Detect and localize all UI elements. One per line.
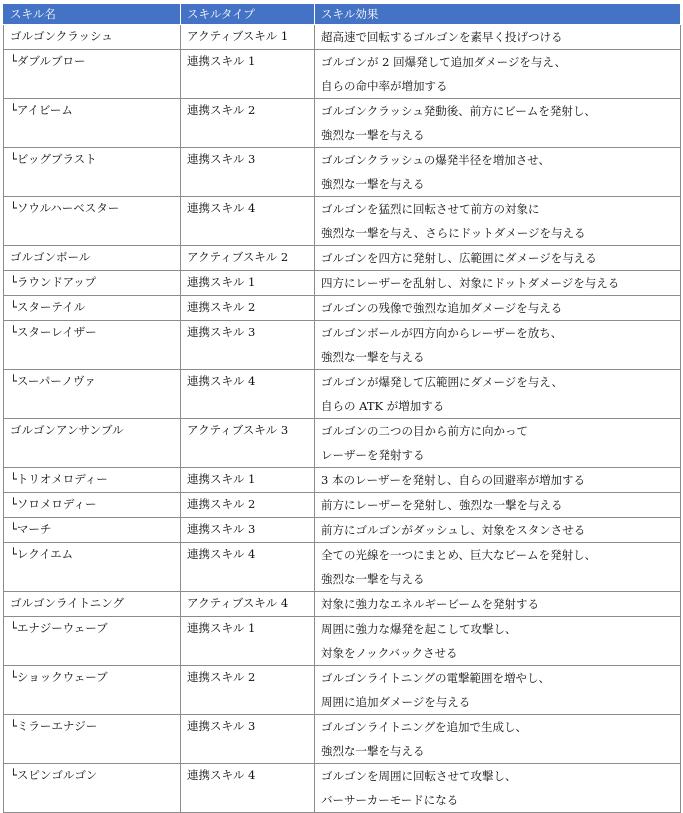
skill-effect-cell	[315, 25, 681, 50]
skill-name-cell: └ミラーエナジー	[4, 715, 181, 764]
skill-effect-line: 周囲に追加ダメージを与える	[321, 695, 471, 709]
table-row	[4, 99, 681, 148]
skill-name-cell: └ソロメロディー	[4, 493, 181, 518]
table-row	[4, 543, 681, 592]
table-body	[4, 25, 681, 813]
skill-effect-cell	[315, 518, 681, 543]
skill-name-cell: └トリオメロディー	[4, 468, 181, 493]
skill-type-cell: 連携スキル 4	[181, 370, 315, 419]
skill-effect-cell	[315, 617, 681, 666]
table-row	[4, 321, 681, 370]
table-row	[4, 493, 681, 518]
table-row	[4, 246, 681, 271]
skill-name-cell: └ソウルハーベスター	[4, 197, 181, 246]
skill-type-cell: 連携スキル 3	[181, 321, 315, 370]
skill-effect-line: ゴルゴンを四方に発射し、広範囲にダメージを与える	[321, 251, 597, 265]
skill-effect-line: ゴルゴンを猛烈に回転させて前方の対象に	[321, 202, 540, 216]
skill-name-cell: ゴルゴンライトニング	[4, 592, 181, 617]
skill-effect-line: 強烈な一撃を与え、さらにドットダメージを与える	[321, 226, 586, 240]
skill-effect-line: 強烈な一撃を与える	[321, 177, 425, 191]
skill-name-cell: └ビッグブラスト	[4, 148, 181, 197]
skill-effect-line: 自らの命中率が増加する	[321, 79, 448, 93]
table-row	[4, 518, 681, 543]
table-row	[4, 271, 681, 296]
table-row	[4, 617, 681, 666]
skill-effect-cell	[315, 666, 681, 715]
skill-effect-line: 対象に強力なエネルギービームを発射する	[321, 597, 540, 611]
header-skill-name: スキル名	[4, 4, 181, 25]
skill-name-cell: └マーチ	[4, 518, 181, 543]
skill-effect-line: 自らの ATK が増加する	[321, 399, 445, 413]
skill-effect-cell	[315, 543, 681, 592]
skill-effect-cell	[315, 296, 681, 321]
skill-effect-line: 強烈な一撃を与える	[321, 128, 425, 142]
table-row	[4, 50, 681, 99]
skill-effect-cell	[315, 50, 681, 99]
table-header	[4, 4, 681, 25]
header-skill-type: スキルタイプ	[181, 4, 315, 25]
table-row	[4, 370, 681, 419]
table-row	[4, 764, 681, 813]
skill-effect-cell	[315, 197, 681, 246]
skill-name-cell: ゴルゴンボール	[4, 246, 181, 271]
skill-effect-cell	[315, 468, 681, 493]
skill-type-cell: 連携スキル 3	[181, 715, 315, 764]
skill-effect-cell	[315, 592, 681, 617]
skill-effect-cell	[315, 493, 681, 518]
skill-name-cell: └エナジーウェーブ	[4, 617, 181, 666]
skill-effect-line: レーザーを発射する	[321, 448, 425, 462]
skill-name-cell: └アイビーム	[4, 99, 181, 148]
table-row	[4, 666, 681, 715]
skill-effect-cell	[315, 148, 681, 197]
table-row	[4, 419, 681, 468]
skill-type-cell: 連携スキル 1	[181, 50, 315, 99]
skill-name-cell: ゴルゴンアンサンブル	[4, 419, 181, 468]
skill-name-cell: └ラウンドアップ	[4, 271, 181, 296]
skill-effect-line: ゴルゴンが爆発して広範囲にダメージを与え、	[321, 375, 563, 389]
table-row	[4, 148, 681, 197]
skill-type-cell: 連携スキル 2	[181, 296, 315, 321]
skill-effect-line: バーサーカーモードになる	[321, 793, 459, 807]
skill-type-cell: 連携スキル 3	[181, 148, 315, 197]
skill-effect-line: 周囲に強力な爆発を起こして攻撃し、	[321, 622, 517, 636]
skill-effect-line: ゴルゴンクラッシュの爆発半径を増加させ、	[321, 153, 550, 167]
skill-effect-line: ゴルゴンが 2 回爆発して追加ダメージを与え、	[321, 55, 567, 69]
skill-effect-line: 全ての光線を一つにまとめ、巨大なビームを発射し、	[321, 548, 597, 562]
skill-effect-line: ゴルゴンボールが四方向からレーザーを放ち、	[321, 326, 563, 340]
skill-type-cell: 連携スキル 4	[181, 764, 315, 813]
skill-type-cell: アクティブスキル 4	[181, 592, 315, 617]
skill-effect-cell	[315, 715, 681, 764]
skill-name-cell: └レクイエム	[4, 543, 181, 592]
skill-effect-line: ゴルゴンライトニングの電撃範囲を増やし、	[321, 671, 550, 685]
skill-effect-line: 強烈な一撃を与える	[321, 572, 425, 586]
skill-effect-line: 対象をノックバックさせる	[321, 646, 458, 660]
skill-type-cell: 連携スキル 2	[181, 666, 315, 715]
skill-type-cell: アクティブスキル 3	[181, 419, 315, 468]
skill-type-cell: 連携スキル 3	[181, 518, 315, 543]
header-skill-effect: スキル効果	[315, 4, 681, 25]
skill-effect-line: 強烈な一撃を与える	[321, 350, 425, 364]
table-row	[4, 592, 681, 617]
skill-effect-line: ゴルゴンクラッシュ発動後、前方にビームを発射し、	[321, 104, 596, 118]
skill-effect-cell	[315, 370, 681, 419]
skill-name-cell: └ダブルブロー	[4, 50, 181, 99]
skill-effect-line: ゴルゴンの二つの目から前方に向かって	[321, 424, 528, 438]
skill-effect-line: ゴルゴンを周囲に回転させて攻撃し、	[321, 769, 517, 783]
table-row	[4, 715, 681, 764]
skill-name-cell: └スピンゴルゴン	[4, 764, 181, 813]
skill-effect-line: 四方にレーザーを乱射し、対象にドットダメージを与える	[321, 276, 620, 290]
skill-effect-line: ゴルゴンライトニングを追加で生成し、	[321, 720, 527, 734]
skill-effect-line: 強烈な一撃を与える	[321, 744, 425, 758]
skill-effect-line: 前方にゴルゴンがダッシュし、対象をスタンさせる	[321, 523, 586, 537]
skill-effect-cell	[315, 321, 681, 370]
skill-effect-cell	[315, 271, 681, 296]
skill-name-cell: └スーパーノヴァ	[4, 370, 181, 419]
skill-type-cell: 連携スキル 1	[181, 468, 315, 493]
table-row	[4, 468, 681, 493]
table-row	[4, 25, 681, 50]
table-row	[4, 197, 681, 246]
skill-type-cell: 連携スキル 2	[181, 99, 315, 148]
skill-type-cell: 連携スキル 2	[181, 493, 315, 518]
skill-effect-cell	[315, 419, 681, 468]
skill-effect-line: 前方にレーザーを発射し、強烈な一撃を与える	[321, 498, 563, 512]
skill-name-cell: └スターテイル	[4, 296, 181, 321]
skill-name-cell: ゴルゴンクラッシュ	[4, 25, 181, 50]
skill-effect-line: ゴルゴンの残像で強烈な追加ダメージを与える	[321, 301, 563, 315]
skill-type-cell: 連携スキル 1	[181, 617, 315, 666]
skill-type-cell: 連携スキル 4	[181, 543, 315, 592]
skill-table	[3, 3, 681, 813]
skill-effect-line: 3 本のレーザーを発射し、自らの回避率が増加する	[321, 473, 585, 487]
table-row	[4, 296, 681, 321]
skill-effect-cell	[315, 246, 681, 271]
skill-effect-line: 超高速で回転するゴルゴンを素早く投げつける	[321, 30, 563, 44]
skill-type-cell: アクティブスキル 1	[181, 25, 315, 50]
skill-type-cell: 連携スキル 1	[181, 271, 315, 296]
skill-type-cell: 連携スキル 4	[181, 197, 315, 246]
header-row	[4, 4, 681, 25]
skill-effect-cell	[315, 764, 681, 813]
skill-name-cell: └スターレイザー	[4, 321, 181, 370]
skill-type-cell: アクティブスキル 2	[181, 246, 315, 271]
skill-name-cell: └ショックウェーブ	[4, 666, 181, 715]
skill-effect-cell	[315, 99, 681, 148]
